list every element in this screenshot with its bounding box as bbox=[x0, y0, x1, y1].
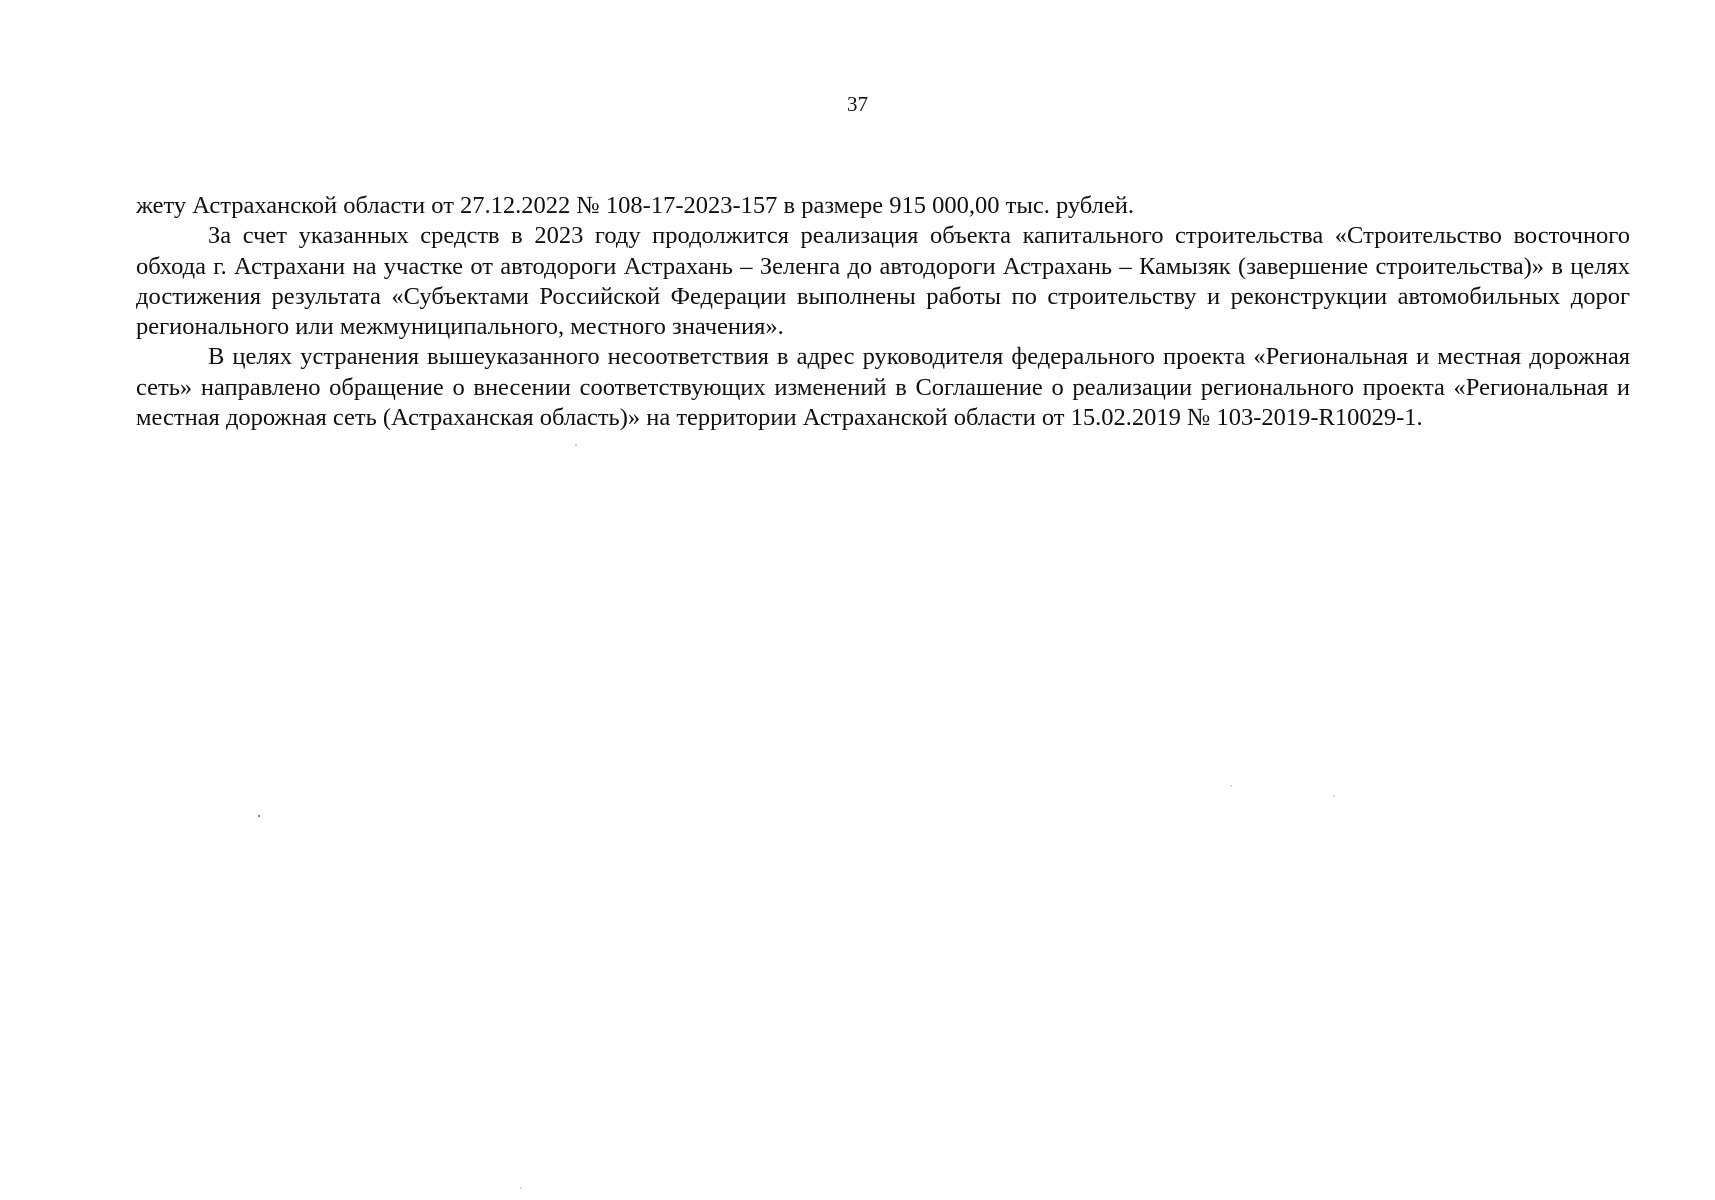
paragraph-construction-funding: За счет указанных средств в 2023 году продолжится реализация объекта капитального строительства «Строительство восточного обхода г. Астрахани на участке от автодороги Астрахань – Зеленга до автодороги Астрахань – Камызяк (завершение строительства)» в целях достижения результата «Субъектами Российской Федерации выполнены работы по строительству и реконструкции автомобильных дорог регионального или межмуниципального, местного значения». bbox=[136, 222, 1630, 341]
scan-speck bbox=[1230, 785, 1232, 787]
page-number: 37 bbox=[847, 92, 868, 116]
paragraph-agreement-amendment: В целях устранения вышеуказанного несоответствия в адрес руководителя федерального проекта «Региональная и местная дорожная сеть» направлено обращение о внесении соответствующих изменений в Соглашение о реализации регионального проекта «Региональная и местная дорожная сеть (Астраханская область)» на территории Астраханской области от 15.02.2019 № 103-2019-R10029-1. bbox=[136, 343, 1630, 432]
scan-speck bbox=[1333, 795, 1335, 797]
scan-speck bbox=[520, 1187, 522, 1189]
scan-speck bbox=[575, 444, 577, 446]
body-text bbox=[136, 191, 1630, 433]
paragraph-continuation: жету Астраханской области от 27.12.2022 № 108-17-2023-157 в размере 915 000,00 тыс. рублей. bbox=[136, 192, 1135, 219]
scan-speck bbox=[258, 815, 260, 817]
